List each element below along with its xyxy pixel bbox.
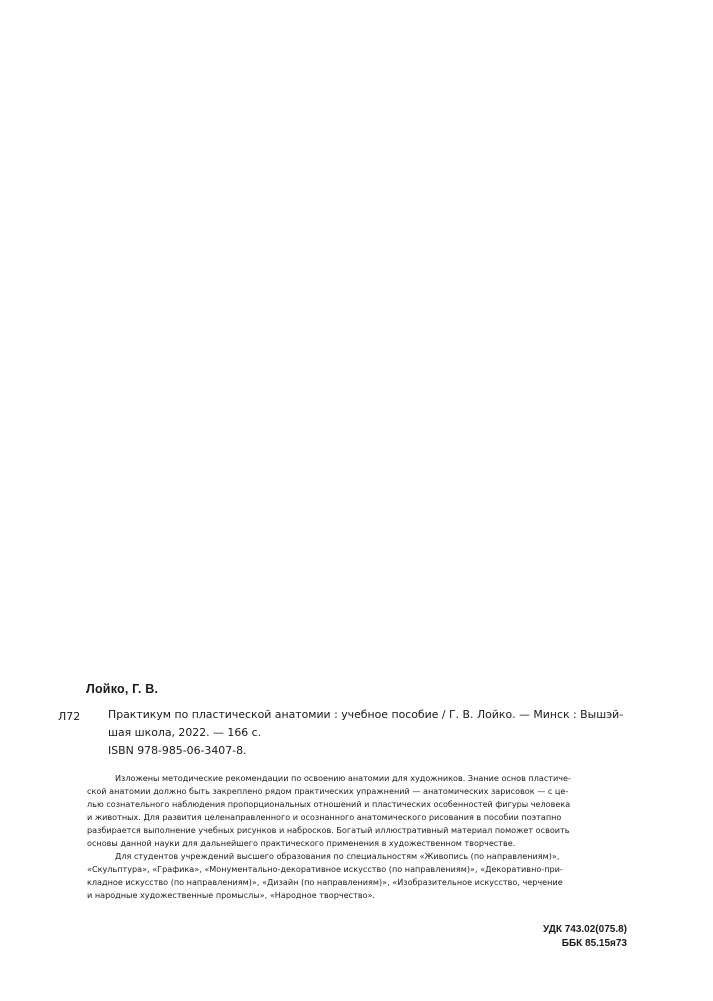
abstract-line: разбирается выполнение учебных рисунков и набросков. Богатый иллюстративный материал поможет освоить (87, 825, 570, 835)
abstract-line: ской анатомии должно быть закреплено рядом практических упражнений — анатомических зарисовок — с це- (87, 786, 569, 796)
bibliographic-record (108, 706, 628, 760)
udc-code: УДК 743.02(075.8) (543, 924, 627, 935)
abstract (87, 772, 627, 902)
audience-line: «Скульптура», «Графика», «Монументально-декоративное искусство (по направлениям)», «Декоративно-при- (87, 864, 563, 874)
audience-line: кладное искусство (по направлениям)», «Дизайн (по направлениям)», «Изобразительное искусство, черчение (87, 877, 563, 887)
classification-codes (543, 923, 627, 951)
abstract-line: и животных. Для развития целенаправленного и осознанного анатомического рисования в пособии поэтапно (87, 812, 562, 822)
bib-line: Практикум по пластической анатомии : учебное пособие / Г. В. Лойко. — Минск : Вышэй- (108, 708, 624, 721)
audience-line: Для студентов учреждений высшего образования по специальностям «Живопись (по направлениям)», (115, 851, 560, 861)
catalog-code: Л72 (58, 710, 81, 723)
audience-line: и народные художественные промыслы», «Народное творчество». (87, 890, 376, 900)
abstract-line: основы данной науки для дальнейшего практического применения в художественном творчестве. (87, 838, 516, 848)
abstract-line: Изложены методические рекомендации по освоению анатомии для художников. Знание основ пластиче- (115, 773, 571, 783)
abstract-line: лью сознательного наблюдения пропорциональных отношений и пластических особенностей фигуры человека (87, 799, 571, 809)
author-heading: Лойко, Г. В. (86, 682, 159, 696)
bib-line: шая школа, 2022. — 166 с. (108, 726, 262, 739)
isbn-line: ISBN 978-985-06-3407-8. (108, 744, 247, 757)
bbk-code: ББК 85.15я73 (561, 938, 627, 949)
